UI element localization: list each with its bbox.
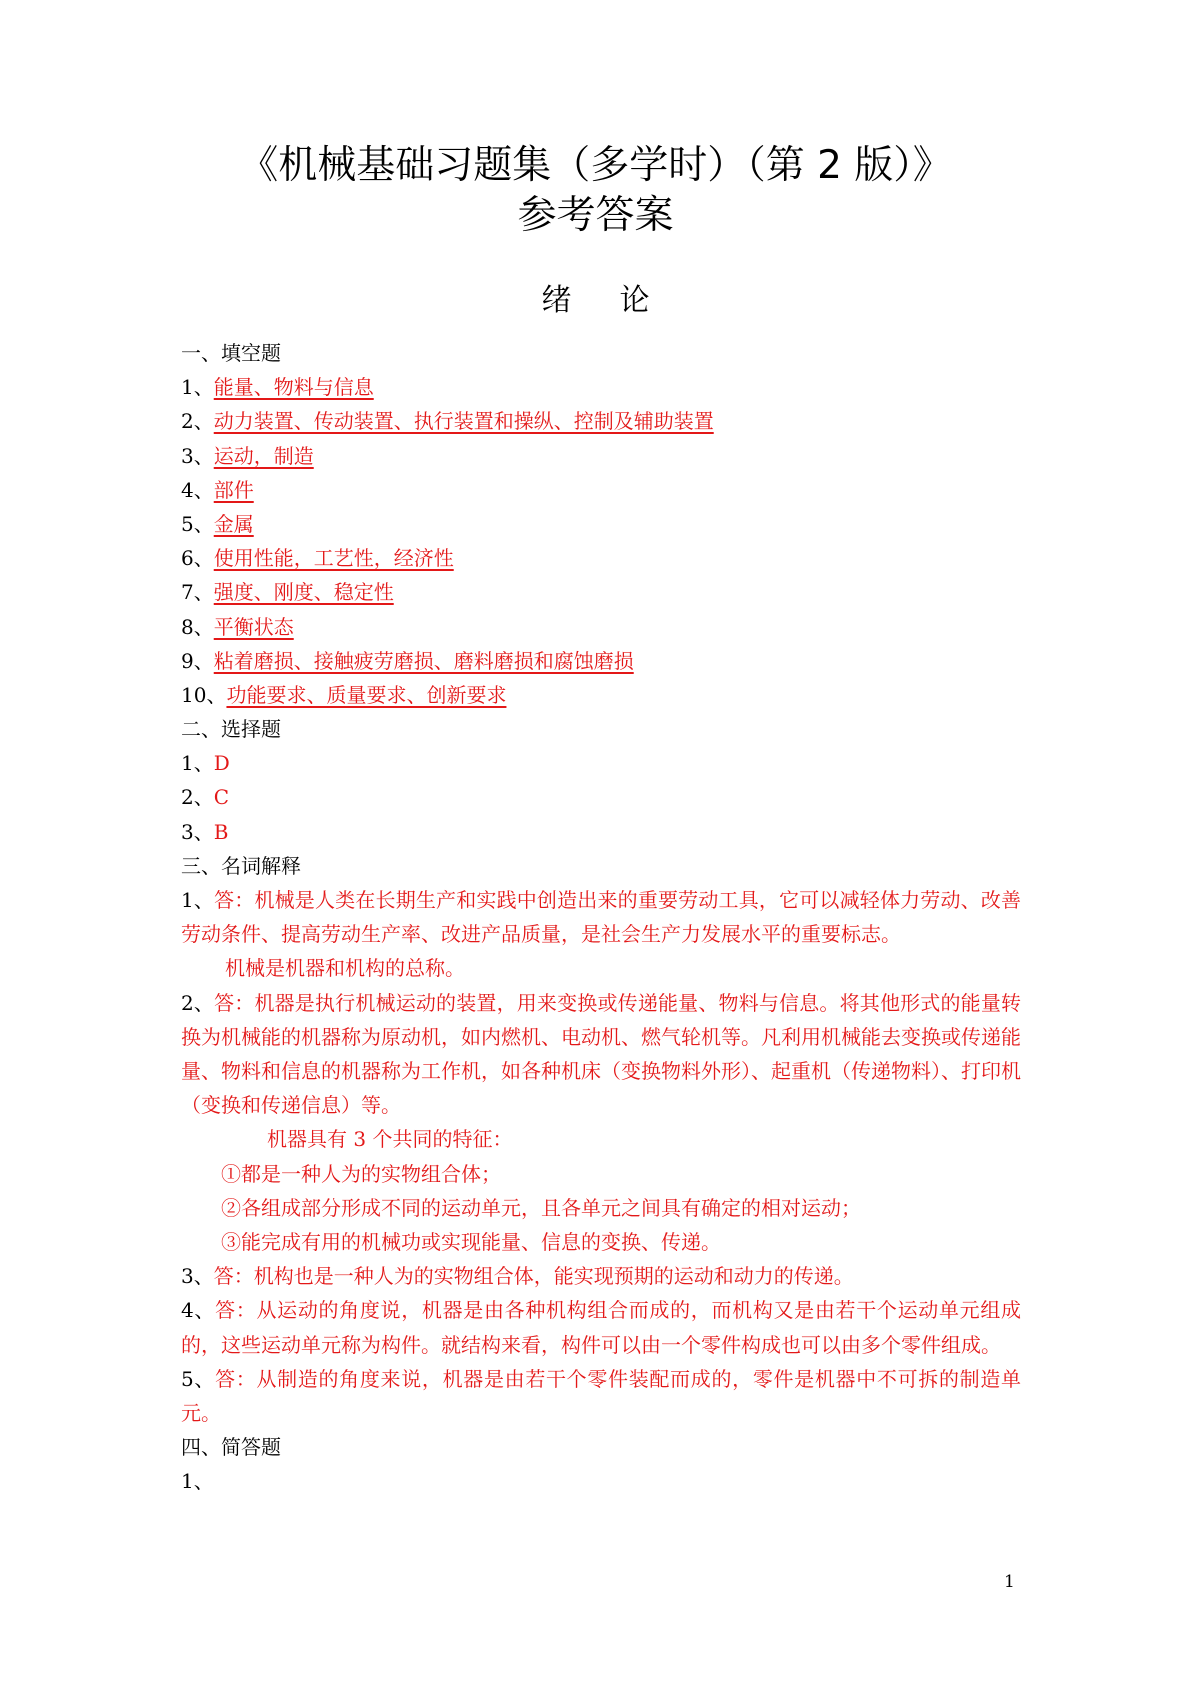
fill-blank-item-2: 2、动力装置、传动装置、执行装置和操纵、控制及辅助装置 [181,409,714,434]
definition-answer-2: 2、答：机器是执行机械运动的装置，用来变换或传递能量、物料与信息。将其他形式的能量转换为机械能的机器称为原动机，如内燃机、电动机、燃气轮机等。凡利用机械能去变换或传递能量、物料和信息的机器称为工作机，如各种机床（变换物料外形）、起重机（传递物料）、打印机（变换和传递信息）等。 [181,990,1022,1118]
fill-blank-answer-8: 平衡状态 [213,614,294,639]
definition-answer-2-feature-2: ②各组成部分形成不同的运动单元，且各单元之间具有确定的相对运动； [221,1195,861,1220]
fill-blank-answer-7: 强度、刚度、稳定性 [213,580,394,605]
chapter-heading [0,282,1191,320]
definition-answer-2-feature-1: ①都是一种人为的实物组合体； [221,1161,501,1186]
definition-answer-1-extra: 机械是机器和机构的总称。 [225,956,465,981]
definition-answer-1: 1、答：机械是人类在长期生产和实践中创造出来的重要劳动工具，它可以减轻体力劳动、改善劳动条件、提高劳动生产率、改进产品质量，是社会生产力发展水平的重要标志。 [181,888,1022,947]
choice-item-2: 2、C [181,785,230,810]
fill-blank-answer-6: 使用性能，工艺性，经济性 [213,546,454,571]
short-answer-item-1: 1、 [181,1469,214,1494]
fill-blank-answer-4: 部件 [213,477,254,502]
fill-blank-item-1: 1、能量、物料与信息 [181,375,374,400]
chapter-heading-right: 论 [619,283,650,318]
fill-blank-item-6: 6、使用性能，工艺性，经济性 [181,546,454,571]
fill-blank-answer-2: 动力装置、传动装置、执行装置和操纵、控制及辅助装置 [213,409,714,434]
fill-blank-answer-9: 粘着磨损、接触疲劳磨损、磨料磨损和腐蚀磨损 [213,648,634,673]
definition-answer-4: 4、答：从运动的角度说，机器是由各种机构组合而成的，而机构又是由若干个运动单元组成的，这些运动单元称为构件。就结构来看，构件可以由一个零件构成也可以由多个零件组成。 [181,1298,1021,1357]
chapter-heading-left: 绪 [541,283,572,318]
fill-blank-answer-5: 金属 [213,511,254,536]
fill-blank-answer-10: 功能要求、质量要求、创新要求 [226,682,507,707]
definition-answer-3: 3、答：机构也是一种人为的实物组合体，能实现预期的运动和动力的传递。 [181,1264,854,1289]
choice-item-3: 3、B [181,819,229,844]
section-heading-short-answer: 四、简答题 [181,1435,281,1460]
fill-blank-item-8: 8、平衡状态 [181,614,294,639]
page-number: 1 [1004,1572,1015,1592]
section-heading-multiple-choice: 二、选择题 [181,717,281,742]
document-title: 《机械基础习题集（多学时）（第 2 版）》 [239,143,952,188]
choice-item-1: 1、D [181,751,230,776]
fill-blank-answer-3: 运动，制造 [213,443,314,468]
choice-answer-3: B [213,819,229,844]
section-heading-term-definition: 三、名词解释 [181,853,301,878]
fill-blank-item-4: 4、部件 [181,477,254,502]
choice-answer-2: C [213,785,230,810]
fill-blank-item-3: 3、运动，制造 [181,443,314,468]
answers-body [181,336,1021,1499]
fill-blank-item-5: 5、金属 [181,511,254,536]
fill-blank-item-9: 9、粘着磨损、接触疲劳磨损、磨料磨损和腐蚀磨损 [181,648,634,673]
section-heading-fill-blank: 一、填空题 [181,341,281,365]
fill-blank-item-7: 7、强度、刚度、稳定性 [181,580,394,605]
choice-answer-1: D [213,751,230,776]
definition-answer-2-feature-3: ③能完成有用的机械功或实现能量、信息的变换、传递。 [221,1230,721,1255]
definition-answer-2-intro: 机器具有 3 个共同的特征： [267,1127,513,1152]
fill-blank-answer-1: 能量、物料与信息 [213,375,374,400]
fill-blank-item-10: 10、功能要求、质量要求、创新要求 [181,682,507,707]
definition-answer-5: 5、答：从制造的角度来说，机器是由若干个零件装配而成的，零件是机器中不可拆的制造单元。 [181,1366,1021,1426]
document-subtitle: 参考答案 [517,193,674,238]
